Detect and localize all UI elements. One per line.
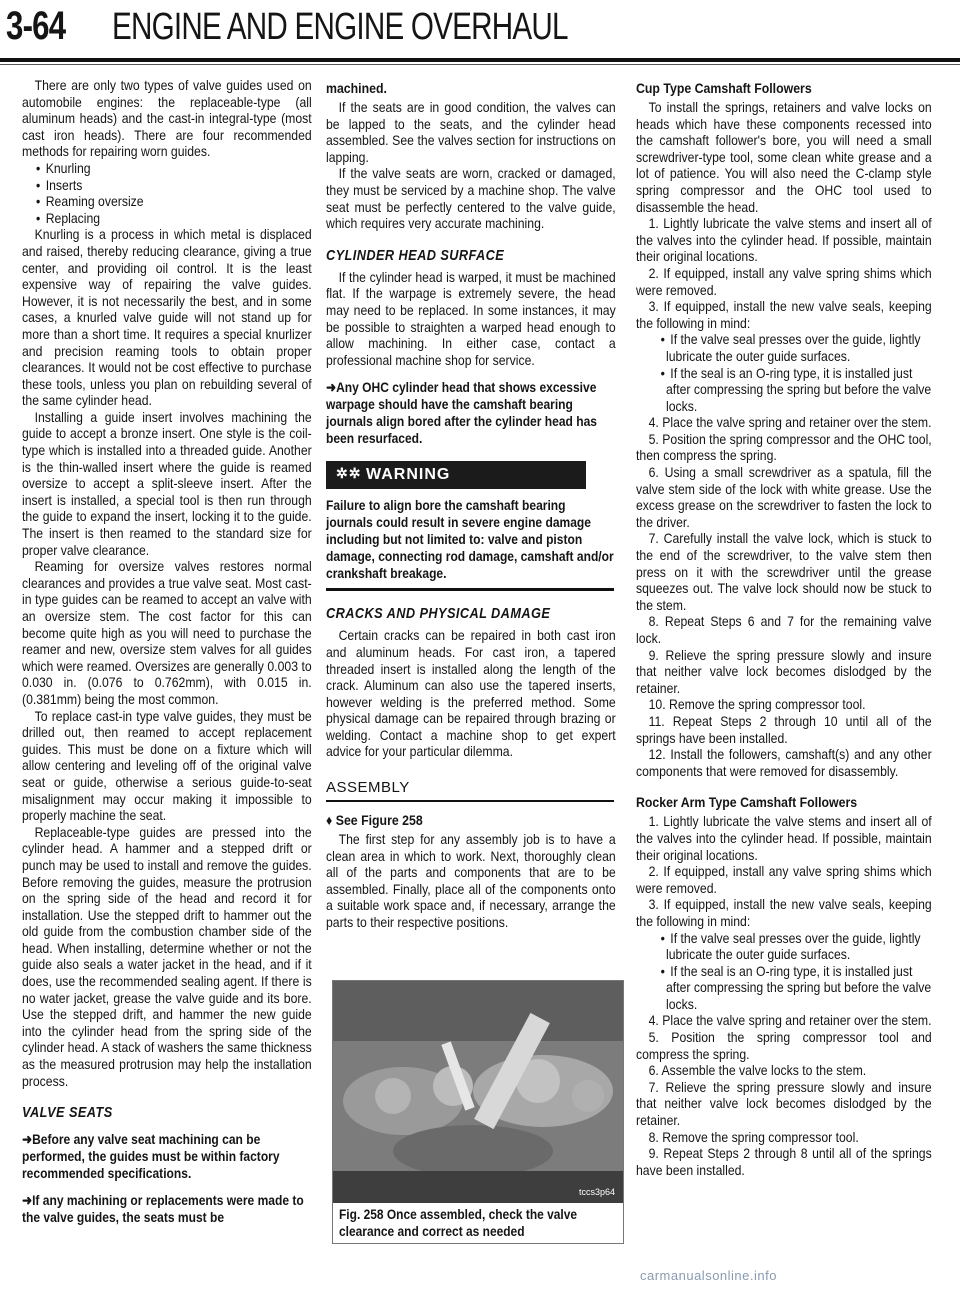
bullet-item: • If the valve seal presses over the guide, lightly lubricate the outer guide surfaces. — [666, 931, 932, 964]
header-rule-thin — [0, 64, 960, 65]
step: 8. Remove the spring compressor tool. — [648, 1129, 859, 1145]
figure-258 — [332, 980, 624, 1244]
figure-ref-icon: ♦ — [326, 812, 336, 829]
note-text: Any OHC cylinder head that shows excessive warpage should have the camshaft bearing journals align bored after the cylinder head has been resurfaced. — [326, 379, 597, 447]
paragraph: If the cylinder head is warped, it must be machined flat. If the warpage is extremely severe, the head may need to be replaced. In some instances, it may be possible to straighten a warped head enough to allow machining. In either case, contact a professional machine shop for service. — [326, 269, 616, 368]
paragraph-continuation: machined. — [326, 80, 387, 96]
bullet-item: • If the valve seal presses over the guide, lightly lubricate the outer guide surfaces. — [666, 332, 932, 365]
warning-text: Failure to align bore the camshaft bearing journals could result in severe engine damage including but not limited to: valve and piston damage, connecting rod damage, camshaft and/or crankshaft breakage. — [326, 497, 614, 582]
paragraph: Certain cracks can be repaired in both cast iron and aluminum heads. For cast iron, a tapered threaded insert is installed along the length of the crack. Aluminum can also use the tapered inserts, however welding is the preferred method. Some physical damage can be repaired through brazing or welding. Contact a machine shop to get expert advice for your particular dilemma. — [326, 628, 616, 760]
note-text: Before any valve seat machining can be performed, the guides must be within factory recommended specifications. — [22, 1131, 280, 1182]
note-arrow-icon: ➜ — [22, 1192, 33, 1209]
paragraph: Replaceable-type guides are pressed into the cylinder head. A hammer and a stepped drift or punch may be used to install and remove the guides. Before removing the guides, measure the protrusion on the spring side of the head and record it for installation. Use the stepped drift to hammer out the old guide from the combustion chamber side of the head. When installing, determine whether or not the guide also seals a water jacket in the head, and if it does, use the recommended sealing agent. If there is no water jacket, grease the valve guide and its bore. Use the stepped drift, and hammer the new guide into the cylinder head from the spring side of the cylinder head. A stack of washers the same thickness as the measured protrusion may help the installation process. — [22, 824, 312, 1089]
paragraph: If the valve seats are worn, cracked or damaged, they must be serviced by a machine shop. The valve seat must be perfectly centered to the valve guide, which requires very accurate machining. — [326, 166, 616, 232]
section-heading-rocker-arm: Rocker Arm Type Camshaft Followers — [636, 794, 858, 811]
bullet-item: • Replacing — [36, 211, 284, 228]
section-heading-cylinder-head: CYLINDER HEAD SURFACE — [326, 246, 505, 264]
step: 6. Assemble the valve locks to the stem. — [648, 1063, 867, 1079]
warning-icon: ✲✲ — [336, 465, 362, 482]
paragraph: If the seats are in good condition, the valves can be lapped to the seats, and the cylinder head assembled. See the valves section for instructions on lapping. — [326, 100, 616, 165]
section-heading-cracks: CRACKS AND PHYSICAL DAMAGE — [326, 605, 551, 623]
note-arrow-icon: ➜ — [22, 1131, 33, 1148]
page-number: 3-64 — [6, 4, 66, 48]
figure-caption: Fig. 258 Once assembled, check the valve clearance and correct as needed — [339, 1207, 578, 1239]
step: 1. Lightly lubricate the valve stems and insert all of the valves into the cylinder head. If possible, maintain their original locations. — [636, 216, 932, 265]
figure-reference — [326, 812, 581, 828]
step: 10. Remove the spring compressor tool. — [648, 697, 866, 713]
bullet-item: • Reaming oversize — [36, 194, 284, 211]
paragraph: Installing a guide insert involves machining the guide to accept a bronze insert. One style is the coil-type which is installed into a threaded guide. Another is the thin-walled insert where the guide is reamed oversize to accept a split-sleeve insert. After the insert is installed, a special tool is then run through the guide to expand the insert, locking it to the guide. The insert is then reamed to the standard size for proper valve clearance. — [22, 409, 312, 558]
warning-label: WARNING — [366, 466, 451, 484]
step: 8. Repeat Steps 6 and 7 for the remaining valve lock. — [636, 614, 932, 646]
figure-code: tccs3p64 — [579, 1187, 616, 1197]
step: 1. Lightly lubricate the valve stems and insert all of the valves into the cylinder head. If possible, maintain their original locations. — [636, 814, 932, 863]
figure-photo — [333, 981, 623, 1203]
note-text: If any machining or replacements were made to the valve guides, the seats must be — [22, 1192, 304, 1226]
paragraph: There are only two types of valve guides used on automobile engines: the replaceable-type (all aluminum heads) and the cast-in integral-type (most cast iron heads). There are four recommended methods for repairing worn guides. — [22, 78, 312, 160]
bullet-item: • Inserts — [36, 178, 284, 195]
figure-reference-text: See Figure 258 — [335, 812, 423, 829]
step: 7. Relieve the spring pressure slowly and insure that neither valve lock becomes dislodged by the retainer. — [636, 1079, 932, 1129]
section-rule — [326, 800, 614, 802]
bullet-item: • Knurling — [36, 161, 284, 178]
bullet-item: • If the seal is an O-ring type, it is installed just after compressing the spring but before the valve locks. — [666, 366, 932, 416]
paragraph: The first step for any assembly job is to have a clean area in which to work. Next, thoroughly clean all of the parts and components that are to be assembled. Finally, place all of the components onto a suitable work space and, if necessary, arrange the parts to their respective positions. — [326, 832, 616, 931]
note — [22, 1192, 311, 1226]
note — [22, 1131, 311, 1182]
section-heading-valve-seats: VALVE SEATS — [22, 1104, 113, 1122]
note — [326, 379, 615, 447]
step: 5. Position the spring compressor tool and compress the spring. — [636, 1030, 932, 1062]
column-right — [636, 78, 932, 1179]
header-rule — [0, 58, 960, 62]
step: 3. If equipped, install the new valve seals, keeping the following in mind: — [636, 299, 932, 331]
bullet-item: • If the seal is an O-ring type, it is installed just after compressing the spring but before the valve locks. — [666, 964, 932, 1014]
paragraph: To replace cast-in type valve guides, they must be drilled out, then reamed to accept replacement guides. This must be done on a fixture which will allow centering and leveling off of the original valve seat or guide, otherwise a serious guide-to-seat misalignment may occur making it impossible to properly machine the seat. — [22, 708, 312, 824]
step: 2. If equipped, install any valve spring shims which were removed. — [636, 864, 932, 896]
paragraph: Knurling is a process in which metal is displaced and raised, thereby reducing clearance, giving a true center, and providing oil control. It is the least expensive way of repairing the valve guides. However, it is not necessarily the best, and in some cases, a knurled valve guide will not stand up for more than a short time. It requires a special knurlizer and precision reaming tools to obtain proper clearances. It would not be cost effective to purchase these tools, unless you plan on rebuilding several of the same cylinder head. — [22, 227, 312, 409]
step: 2. If equipped, install any valve spring shims which were removed. — [636, 265, 932, 298]
step: 3. If equipped, install the new valve seals, keeping the following in mind: — [636, 897, 932, 929]
step: 12. Install the followers, camshaft(s) and any other components that were removed for disassembly. — [636, 747, 932, 779]
warning-banner — [326, 461, 586, 489]
step: 9. Relieve the spring pressure slowly and insure that neither valve lock becomes dislodged by the retainer. — [636, 647, 932, 696]
step: 6. Using a small screwdriver as a spatula, fill the valve stem side of the lock with white grease. Use the excess grease on the screwdriver to fasten the lock to the driver. — [636, 465, 932, 530]
paragraph: Reaming for oversize valves restores normal clearances and provides a true valve seat. Most cast-in type guides can be reamed to accept an valve with an oversize stem. The cost factor for this can become quite high as you will need to purchase the reamer and new, oversize stem valves for all guides which were reamed. Oversizes are generally 0.003 to 0.030 in. (0.076 to 0.762mm), with 0.015 in. (0.381mm) being the most common. — [22, 559, 312, 707]
step: 4. Place the valve spring and retainer over the stem. — [648, 415, 932, 431]
page-header — [0, 0, 960, 70]
step: 11. Repeat Steps 2 through 10 until all of the springs have been installed. — [636, 713, 932, 746]
section-heading-cup-type: Cup Type Camshaft Followers — [636, 80, 812, 96]
step: 9. Repeat Steps 2 through 8 until all of the springs have been installed. — [636, 1146, 932, 1178]
step: 5. Position the spring compressor and the OHC tool, then compress the spring. — [636, 431, 932, 464]
column-left — [22, 78, 312, 1230]
section-heading-assembly: ASSEMBLY — [326, 779, 410, 797]
warning-rule — [326, 588, 614, 591]
step: 7. Carefully install the valve lock, which is stuck to the end of the screwdriver, to the valve stem then press on it with the screwdriver until the grease squeezes out. The valve lock should now be stuck to the stem. — [636, 531, 932, 613]
paragraph: To install the springs, retainers and valve locks on heads which have these components recessed into the camshaft follower's bore, you will need a small screwdriver-type tool, some clean white grease and a lot of patience. You will also need the C-clamp style spring compressor and the OHC tool used to disassemble the head. — [636, 100, 932, 215]
step: 4. Place the valve spring and retainer over the stem. — [648, 1013, 932, 1029]
note-arrow-icon: ➜ — [326, 379, 337, 396]
column-middle — [326, 78, 616, 932]
watermark: carmanualsonline.info — [640, 1268, 777, 1283]
page-title: ENGINE AND ENGINE OVERHAUL — [112, 6, 568, 48]
